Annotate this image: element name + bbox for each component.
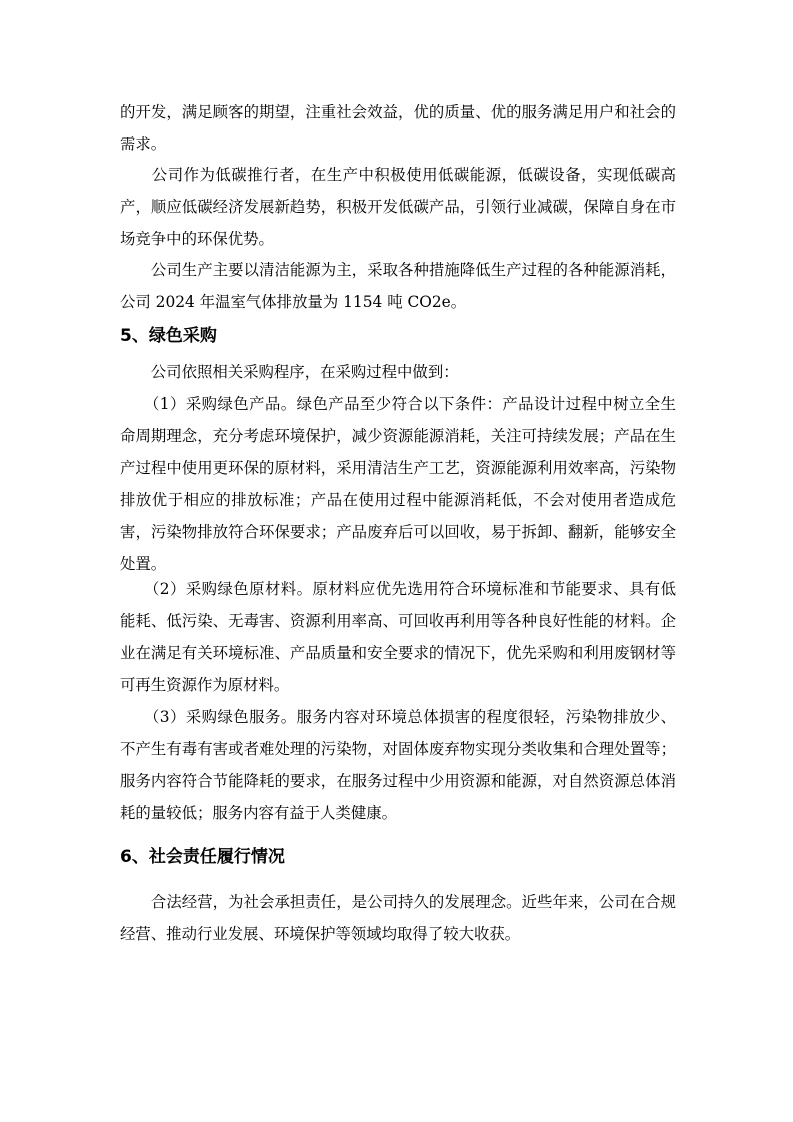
section-heading-social-responsibility: 6、社会责任履行情况 xyxy=(120,847,285,867)
paragraph-customer-needs: 的开发，满足顾客的期望，注重社会效益，优的质量、优的服务满足用户和社会的需求。 xyxy=(120,103,676,153)
paragraph-emissions: 公司生产主要以清洁能源为主，采取各种措施降低生产过程的各种能源消耗，公司 2024 年温室气体排放量为 1154 吨 CO2e。 xyxy=(120,261,676,311)
paragraph-green-materials: （2）采购绿色原材料。原材料应优先选用符合环境标准和节能要求、具有低能耗、低污染、无毒害、资源利用率高、可回收再利用等各种良好性能的材料。企业在满足有关环境标准、产品质量和安全要求的情况下，优先采购和利用废钢材等可再生资源作为原材料。 xyxy=(120,580,676,694)
paragraph-procurement-intro: 公司依照相关采购程序，在采购过程中做到： xyxy=(120,363,459,381)
paragraph-green-products: （1）采购绿色产品。绿色产品至少符合以下条件：产品设计过程中树立全生命周期理念，充分考虑环境保护，减少资源能源消耗，关注可持续发展；产品在生产过程中使用更环保的原材料，采用清洁生产工艺，资源能源利用效率高，污染物排放优于相应的排放标准；产品在使用过程中能源消耗低，不会对使用者造成危害，污染物排放符合环保要求；产品废弃后可以回收，易于拆卸、翻新，能够安全处置。 xyxy=(120,395,676,573)
paragraph-low-carbon: 公司作为低碳推行者，在生产中积极使用低碳能源，低碳设备，实现低碳高产，顺应低碳经济发展新趋势，积极开发低碳产品，引领行业减碳，保障自身在市场竞争中的环保优势。 xyxy=(120,166,676,248)
paragraph-green-services: （3）采购绿色服务。服务内容对环境总体损害的程度很轻，污染物排放少、不产生有毒有害或者难处理的污染物，对固体废弃物实现分类收集和合理处置等；服务内容符合节能降耗的要求，在服务过程中少用资源和能源，对自然资源总体消耗的量较低；服务内容有益于人类健康。 xyxy=(120,708,676,822)
paragraph-lawful-operation: 合法经营，为社会承担责任，是公司持久的发展理念。近些年来，公司在合规经营、推动行业发展、环境保护等领域均取得了较大收获。 xyxy=(120,893,676,943)
section-heading-green-procurement: 5、绿色采购 xyxy=(120,326,217,346)
